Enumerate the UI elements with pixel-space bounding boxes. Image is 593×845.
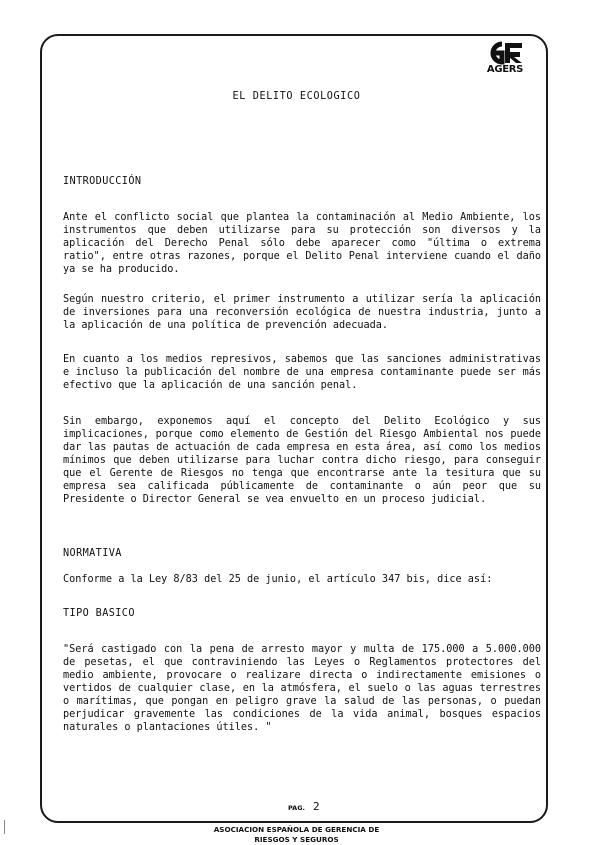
section-heading-tipo-basico: TIPO BASICO bbox=[63, 608, 135, 619]
normativa-text: Conforme a la Ley 8/83 del 25 de junio, el artículo 347 bis, dice así: bbox=[63, 574, 493, 585]
paragraph-4: Sin embargo, exponemos aquí el concepto del Delito Ecológico y sus implicaciones, porque como elemento de Gestión del Riesgo Ambiental nos puede dar las pautas de actuación de cada empresa en esta área, así como los medios mínimos que deben utilizarse para luchar contra dicho riesgo, para conseguir que el Gerente de Riesgos no tenga que encontrarse ante la tesitura que su empresa sea calificada públicamente de contaminante o aún peor que su Presidente o Director General se vea envuelto en un proceso judicial. bbox=[63, 416, 541, 505]
page-label: PAG. bbox=[288, 804, 306, 812]
paragraph-3: En cuanto a los medios represivos, sabemos que las sanciones administrativas e incluso la publicación del nombre de una empresa contaminante puede ser más efectivo que la aplicación de una sanción penal. bbox=[63, 354, 541, 391]
document-title: EL DELITO ECOLOGICO bbox=[232, 91, 361, 102]
footer-line-2: RIESGOS Y SEGUROS bbox=[254, 835, 339, 844]
section-heading-normativa: NORMATIVA bbox=[63, 548, 122, 559]
legal-quote: "Será castigado con la pena de arresto mayor y multa de 175.000 a 5.000.000 de pesetas, el que contraviniendo las Leyes o Reglamentos protectores del medio ambiente, provocare o realizare directa o indirectamente emisiones o vertidos de cualquier clase, en la atmósfera, el suelo o las aguas terrestres o marítimas, que pongan en peligro grave la salud de las personas, o puedan perjudicar gravemente las condiciones de la vida animal, bosques espacios naturales o plantaciones útiles. " bbox=[63, 644, 541, 733]
page-number: 2 bbox=[313, 800, 320, 813]
paragraph-2: Según nuestro criterio, el primer instrumento a utilizar sería la aplicación de inversiones para una reconversión ecológica de nuestra industria, junto a la aplicación de una política de prevención adecuada. bbox=[63, 294, 541, 331]
footer-line-1: ASOCIACION ESPAÑOLA DE GERENCIA DE bbox=[213, 825, 380, 834]
logo-text: AGERS bbox=[486, 64, 524, 75]
paragraph-1: Ante el conflicto social que plantea la contaminación al Medio Ambiente, los instrumentos que deben utilizarse para su protección son diversos y la aplicación del Derecho Penal sólo debe aparecer como "última o extrema ratio", entre otras razones, porque el Delito Penal interviene cuando el daño ya se ha producido. bbox=[63, 212, 541, 275]
scan-edge-mark bbox=[4, 820, 5, 834]
section-heading-introduccion: INTRODUCCIÓN bbox=[63, 176, 142, 187]
